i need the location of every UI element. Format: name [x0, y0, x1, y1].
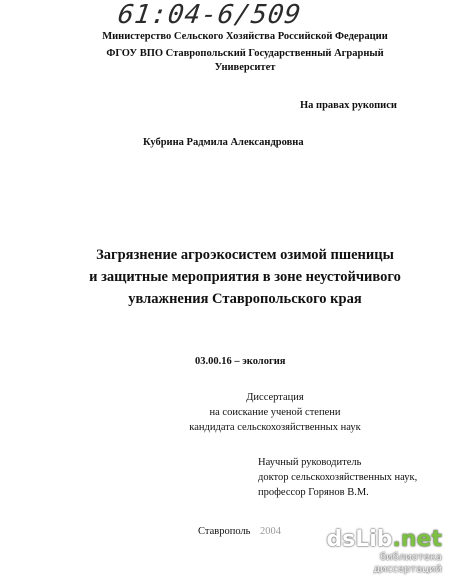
dslib-logo — [312, 528, 442, 552]
dslib-logo-dot: .net — [392, 527, 442, 552]
university-name-line1: ФГОУ ВПО Ставропольский Государственный Аграрный — [106, 48, 384, 59]
dslib-watermark — [312, 528, 442, 576]
advisor-label: Научный руководитель — [258, 457, 362, 468]
dissertation-title-line2: и защитные мероприятия в зоне неустойчивого — [89, 269, 401, 285]
university-name-line2: Университет — [214, 62, 276, 73]
ministry-name: Министерство Сельского Хозяйства Российской Федерации — [102, 31, 388, 42]
advisor-degree: доктор сельскохозяйственных наук, — [258, 472, 418, 483]
manuscript-rights-note: На правах рукописи — [300, 100, 397, 111]
dissertation-title-line3: увлажнения Ставропольского края — [128, 291, 362, 307]
handwritten-catalog-code: 61:04-6/509 — [115, 0, 304, 30]
city-name: Ставрополь — [198, 526, 251, 537]
dissertation-title-line1: Загрязнение агроэкосистем озимой пшеницы — [96, 247, 394, 263]
dissertation-label: Диссертация — [246, 392, 304, 403]
degree-line1: на соискание ученой степени — [209, 407, 341, 418]
dslib-logo-main: dsLib — [326, 527, 393, 552]
advisor-name: профессор Горянов В.М. — [258, 487, 369, 498]
specialty-code: 03.00.16 – экология — [195, 356, 286, 367]
year: 2004 — [260, 526, 281, 537]
degree-line2: кандидата сельскохозяйственных наук — [189, 422, 361, 433]
author-name: Кубрина Радмила Александровна — [143, 137, 304, 148]
dslib-subtitle: библиотека диссертаций — [373, 552, 442, 575]
